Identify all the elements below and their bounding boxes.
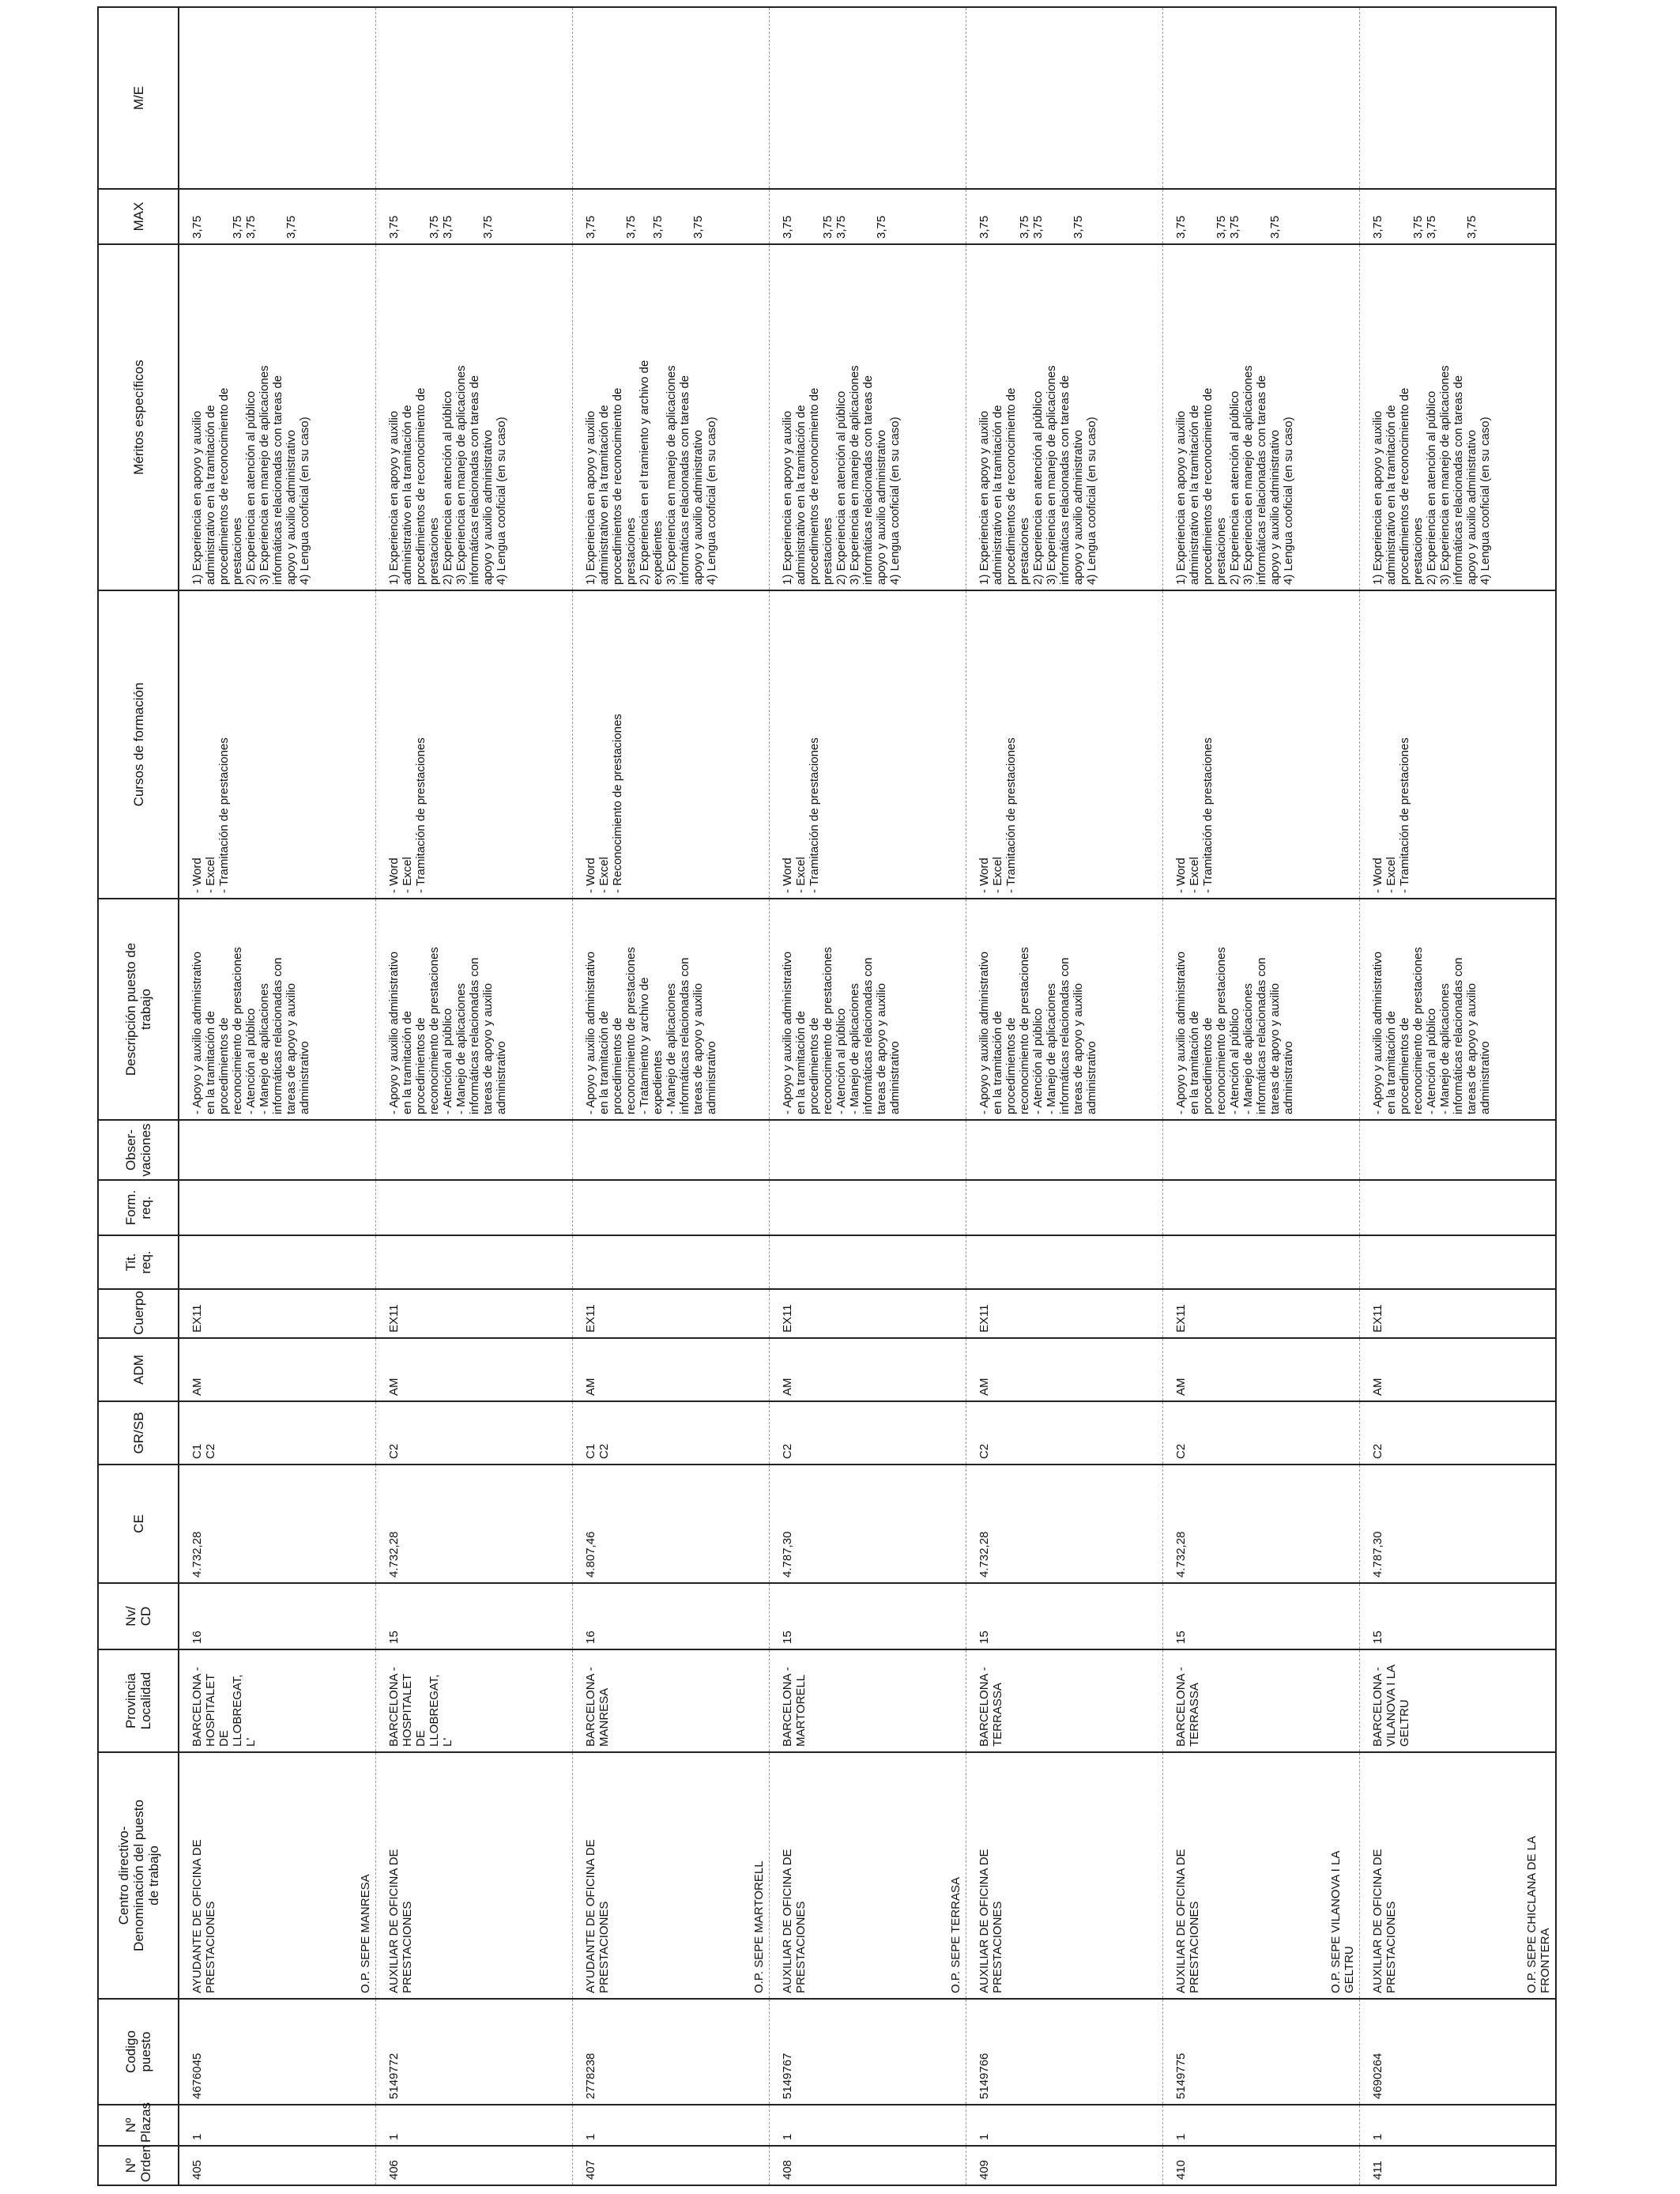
cell-adm: AM	[375, 1338, 572, 1401]
cell-max: 3,75 3,75 3,75 3,75	[375, 189, 572, 244]
cell-grupo: C1 C2	[572, 1401, 769, 1465]
cell-max: 3,75 3,75 3,75 3,75	[179, 189, 375, 244]
cell-provincia: BARCELONA - MANRESA	[572, 1649, 769, 1752]
cell-orden: 406	[375, 2146, 572, 2185]
cell-cursos: - Word - Excel - Tramitación de prestaciones	[375, 590, 572, 899]
cell-ce: 4.787,30	[1359, 1465, 1556, 1583]
cell-plazas: 1	[375, 2105, 572, 2146]
cell-orden: 407	[572, 2146, 769, 2185]
cell-obs	[966, 1120, 1162, 1180]
cell-grupo: C1 C2	[179, 1401, 375, 1465]
puesto-denominacion: AUXILIAR DE OFICINA DE PRESTACIONES	[780, 1849, 808, 1993]
cell-adm: AM	[1359, 1338, 1556, 1401]
cell-cursos: - Word - Excel - Tramitación de prestaciones	[179, 590, 375, 899]
cell-me	[1359, 7, 1556, 189]
header-cursos: Cursos de formación	[98, 590, 179, 899]
cell-grupo: C2	[1162, 1401, 1359, 1465]
cell-adm: AM	[572, 1338, 769, 1401]
cell-meritos: 1) Experiencia en apoyo y auxilio administrativo en la tramitación de procedimientos de reconocimiento de prestaciones 2) Experiencia en el tramiento y archivo de expedientes 3) Experiencia en manejo de aplicaciones informáticas relacionadas con tareas de apoyo y auxilio administrativo 4) Lengua cooficial (en su caso)	[572, 244, 769, 590]
rotated-page	[89, 0, 1591, 2194]
cell-descripcion: - Apoyo y auxilio administrativo en la tramitación de procedimientos de reconocimiento de prestaciones - Atención al público - Manejo de aplicaciones informáticas relacionadas con tareas de apoyo y auxilio administrativo	[966, 899, 1162, 1120]
cell-descripcion: - Apoyo y auxilio administrativo en la tramitación de procedimientos de reconocimiento de prestaciones - Tratamiento y archivo de expedientes - Manejo de aplicaciones informáticas relacionadas con tareas de apoyo y auxilio administrativo	[572, 899, 769, 1120]
cell-obs	[572, 1120, 769, 1180]
header-form: Form. req.	[98, 1180, 179, 1235]
cell-provincia: BARCELONA - TERRASSA	[1162, 1649, 1359, 1752]
cell-meritos: 1) Experiencia en apoyo y auxilio administrativo en la tramitación de procedimientos de reconocimiento de prestaciones 2) Experiencia en atención al público 3) Experiencia en manejo de aplicaciones informáticas relacionadas con tareas de apoyo y auxilio administrativo 4) Lengua cooficial (en su caso)	[966, 244, 1162, 590]
header-plazas: Nº Plazas	[98, 2105, 179, 2146]
cell-codigo: 4676045	[179, 1999, 375, 2105]
cell-provincia: BARCELONA - TERRASSA	[966, 1649, 1162, 1752]
cell-form	[1359, 1180, 1556, 1235]
cell-plazas: 1	[572, 2105, 769, 2146]
cell-orden: 405	[179, 2146, 375, 2185]
cell-provincia: BARCELONA - VILANOVA I LA GELTRU	[1359, 1649, 1556, 1752]
cell-form	[375, 1180, 572, 1235]
cell-descripcion: - Apoyo y auxilio administrativo en la tramitación de procedimientos de reconocimiento de prestaciones - Atención al público - Manejo de aplicaciones informáticas relacionadas con tareas de apoyo y auxilio administrativo	[1162, 899, 1359, 1120]
cell-adm: AM	[1162, 1338, 1359, 1401]
cell-cuerpo: EX11	[1162, 1289, 1359, 1338]
cell-cuerpo: EX11	[179, 1289, 375, 1338]
puesto-denominacion: AUXILIAR DE OFICINA DE PRESTACIONES	[1173, 1849, 1201, 1993]
cell-me	[1162, 7, 1359, 189]
cell-nivel: 15	[966, 1583, 1162, 1649]
cell-grupo: C2	[375, 1401, 572, 1465]
header-max: MAX	[98, 189, 179, 244]
cell-plazas: 1	[966, 2105, 1162, 2146]
header-orden: Nº Orden	[98, 2146, 179, 2185]
cell-obs	[769, 1120, 966, 1180]
header-adm: ADM	[98, 1338, 179, 1401]
table-row	[179, 7, 375, 2185]
cell-ce: 4.807,46	[572, 1465, 769, 1583]
cell-provincia: BARCELONA - HOSPITALET DE LLOBREGAT, L'	[179, 1649, 375, 1752]
cell-plazas: 1	[769, 2105, 966, 2146]
header-obs: Obser- vaciones	[98, 1120, 179, 1180]
cell-nivel: 15	[375, 1583, 572, 1649]
cell-obs	[1162, 1120, 1359, 1180]
cell-orden: 408	[769, 2146, 966, 2185]
cell-orden: 411	[1359, 2146, 1556, 2185]
table-row	[769, 7, 966, 2185]
cell-ce: 4.732,28	[179, 1465, 375, 1583]
cell-nivel: 16	[179, 1583, 375, 1649]
cell-centro	[1359, 1752, 1556, 1999]
cell-form	[1162, 1180, 1359, 1235]
cell-codigo: 5149772	[375, 1999, 572, 2105]
centro-directivo: O.P. SEPE TERRASA	[948, 1876, 962, 1993]
cell-form	[179, 1180, 375, 1235]
cell-me	[966, 7, 1162, 189]
cell-max: 3,75 3,75 3,75 3,75	[1359, 189, 1556, 244]
puesto-denominacion: AUXILIAR DE OFICINA DE PRESTACIONES	[386, 1849, 414, 1993]
cell-max: 3,75 3,75 3,75 3,75	[769, 189, 966, 244]
cell-provincia: BARCELONA - MARTORELL	[769, 1649, 966, 1752]
cell-meritos: 1) Experiencia en apoyo y auxilio administrativo en la tramitación de procedimientos de reconocimiento de prestaciones 2) Experiencia en atención al público 3) Experiencia en manejo de aplicaciones informáticas relacionadas con tareas de apoyo y auxilio administrativo 4) Lengua cooficial (en su caso)	[179, 244, 375, 590]
cell-form	[572, 1180, 769, 1235]
cell-grupo: C2	[966, 1401, 1162, 1465]
cell-tit	[1162, 1235, 1359, 1289]
header-descripcion: Descripción puesto de trabajo	[98, 899, 179, 1120]
cell-tit	[769, 1235, 966, 1289]
cell-cuerpo: EX11	[966, 1289, 1162, 1338]
cell-tit	[1359, 1235, 1556, 1289]
header-me: M/E	[98, 7, 179, 189]
cell-cursos: - Word - Excel - Reconocimiento de prestaciones	[572, 590, 769, 899]
header-cuerpo: Cuerpo	[98, 1289, 179, 1338]
puesto-denominacion: AYUDANTE DE OFICINA DE PRESTACIONES	[190, 1839, 217, 1993]
cell-me	[179, 7, 375, 189]
cell-centro	[572, 1752, 769, 1999]
cell-descripcion: - Apoyo y auxilio administrativo en la tramitación de procedimientos de reconocimiento de prestaciones - Atención al público - Manejo de aplicaciones informáticas relacionadas con tareas de apoyo y auxilio administrativo	[769, 899, 966, 1120]
cell-max: 3,75 3,75 3,75 3,75	[1162, 189, 1359, 244]
header-ce: CE	[98, 1465, 179, 1583]
cell-codigo: 5149775	[1162, 1999, 1359, 2105]
cell-tit	[572, 1235, 769, 1289]
cell-nivel: 15	[1162, 1583, 1359, 1649]
cell-obs	[375, 1120, 572, 1180]
cell-adm: AM	[179, 1338, 375, 1401]
header-codigo: Codigo puesto	[98, 1999, 179, 2105]
header-meritos: Méritos específicos	[98, 244, 179, 590]
table-row	[1162, 7, 1359, 2185]
table-row	[1359, 7, 1556, 2185]
cell-max: 3,75 3,75 3,75 3,75	[966, 189, 1162, 244]
cell-nivel: 15	[1359, 1583, 1556, 1649]
cell-ce: 4.787,30	[769, 1465, 966, 1583]
cell-cursos: - Word - Excel - Tramitación de prestaciones	[1162, 590, 1359, 899]
table-row	[572, 7, 769, 2185]
cell-obs	[1359, 1120, 1556, 1180]
table-row	[375, 7, 572, 2185]
cell-centro	[769, 1752, 966, 1999]
cell-adm: AM	[769, 1338, 966, 1401]
header-row	[98, 7, 179, 2185]
puesto-denominacion: AYUDANTE DE OFICINA DE PRESTACIONES	[583, 1839, 611, 1993]
cell-descripcion: - Apoyo y auxilio administrativo en la tramitación de procedimientos de reconocimiento de prestaciones - Atención al público - Manejo de aplicaciones informáticas relacionadas con tareas de apoyo y auxilio administrativo	[375, 899, 572, 1120]
cell-max: 3,75 3,75 3,75 3,75	[572, 189, 769, 244]
cell-meritos: 1) Experiencia en apoyo y auxilio administrativo en la tramitación de procedimientos de reconocimiento de prestaciones 2) Experiencia en atención al público 3) Experiencia en manejo de aplicaciones informáticas relacionadas con tareas de apoyo y auxilio administrativo 4) Lengua cooficial (en su caso)	[1162, 244, 1359, 590]
cell-cuerpo: EX11	[1359, 1289, 1556, 1338]
cell-cursos: - Word - Excel - Tramitación de prestaciones	[769, 590, 966, 899]
cell-nivel: 15	[769, 1583, 966, 1649]
cell-grupo: C2	[769, 1401, 966, 1465]
cell-ce: 4.732,28	[375, 1465, 572, 1583]
cell-codigo: 5149767	[769, 1999, 966, 2105]
cell-plazas: 1	[1162, 2105, 1359, 2146]
header-grupo: GR/SB	[98, 1401, 179, 1465]
header-provincia: Provincia Localidad	[98, 1649, 179, 1752]
cell-centro	[375, 1752, 572, 1999]
cell-tit	[966, 1235, 1162, 1289]
header-tit: Tit. req.	[98, 1235, 179, 1289]
cell-descripcion: - Apoyo y auxilio administrativo en la tramitación de procedimientos de reconocimiento de prestaciones - Atención al público - Manejo de aplicaciones informáticas relacionadas con tareas de apoyo y auxilio administrativo	[1359, 899, 1556, 1120]
cell-meritos: 1) Experiencia en apoyo y auxilio administrativo en la tramitación de procedimientos de reconocimiento de prestaciones 2) Experiencia en atención al público 3) Experiencia en manejo de aplicaciones informáticas relacionadas con tareas de apoyo y auxilio administrativo 4) Lengua cooficial (en su caso)	[769, 244, 966, 590]
cell-centro	[179, 1752, 375, 1999]
table-row	[966, 7, 1162, 2185]
cell-cursos: - Word - Excel - Tramitación de prestaciones	[966, 590, 1162, 899]
centro-directivo: O.P. SEPE CHICLANA DE LA FRONTERA	[1525, 1836, 1552, 1993]
header-centro: Centro directivo- Denominación del puesto de trabajo	[98, 1752, 179, 1999]
cell-tit	[375, 1235, 572, 1289]
centro-directivo: O.P. SEPE VILANOVA I LA GELTRU	[1328, 1850, 1356, 1993]
cell-descripcion: - Apoyo y auxilio administrativo en la tramitación de procedimientos de reconocimiento de prestaciones - Atención al público - Manejo de aplicaciones informáticas relacionadas con tareas de apoyo y auxilio administrativo	[179, 899, 375, 1120]
cell-tit	[179, 1235, 375, 1289]
puesto-denominacion: AUXILIAR DE OFICINA DE PRESTACIONES	[977, 1849, 1004, 1993]
cell-me	[572, 7, 769, 189]
cell-cuerpo: EX11	[375, 1289, 572, 1338]
cell-nivel: 16	[572, 1583, 769, 1649]
cell-form	[769, 1180, 966, 1235]
cell-orden: 409	[966, 2146, 1162, 2185]
cell-cursos: - Word - Excel - Tramitación de prestaciones	[1359, 590, 1556, 899]
puesto-denominacion: AUXILIAR DE OFICINA DE PRESTACIONES	[1370, 1849, 1398, 1993]
cell-plazas: 1	[179, 2105, 375, 2146]
cell-meritos: 1) Experiencia en apoyo y auxilio administrativo en la tramitación de procedimientos de reconocimiento de prestaciones 2) Experiencia en atención al público 3) Experiencia en manejo de aplicaciones informáticas relacionadas con tareas de apoyo y auxilio administrativo 4) Lengua cooficial (en su caso)	[1359, 244, 1556, 590]
cell-cuerpo: EX11	[572, 1289, 769, 1338]
cell-ce: 4.732,28	[966, 1465, 1162, 1583]
cell-obs	[179, 1120, 375, 1180]
centro-directivo: O.P. SEPE MARTORELL	[751, 1860, 766, 1993]
cell-codigo: 2778238	[572, 1999, 769, 2105]
header-nivel: Nv/ CD	[98, 1583, 179, 1649]
cell-centro	[1162, 1752, 1359, 1999]
cell-codigo: 5149766	[966, 1999, 1162, 2105]
cell-ce: 4.732,28	[1162, 1465, 1359, 1583]
cell-codigo: 4690264	[1359, 1999, 1556, 2105]
cell-me	[375, 7, 572, 189]
cell-plazas: 1	[1359, 2105, 1556, 2146]
cell-centro	[966, 1752, 1162, 1999]
cell-form	[966, 1180, 1162, 1235]
plazas-table	[97, 6, 1557, 2186]
cell-provincia: BARCELONA - HOSPITALET DE LLOBREGAT, L'	[375, 1649, 572, 1752]
cell-orden: 410	[1162, 2146, 1359, 2185]
cell-adm: AM	[966, 1338, 1162, 1401]
cell-cuerpo: EX11	[769, 1289, 966, 1338]
cell-grupo: C2	[1359, 1401, 1556, 1465]
cell-me	[769, 7, 966, 189]
cell-meritos: 1) Experiencia en apoyo y auxilio administrativo en la tramitación de procedimientos de reconocimiento de prestaciones 2) Experiencia en atención al público 3) Experiencia en manejo de aplicaciones informáticas relacionadas con tareas de apoyo y auxilio administrativo 4) Lengua cooficial (en su caso)	[375, 244, 572, 590]
centro-directivo: O.P. SEPE MANRESA	[358, 1874, 372, 1993]
